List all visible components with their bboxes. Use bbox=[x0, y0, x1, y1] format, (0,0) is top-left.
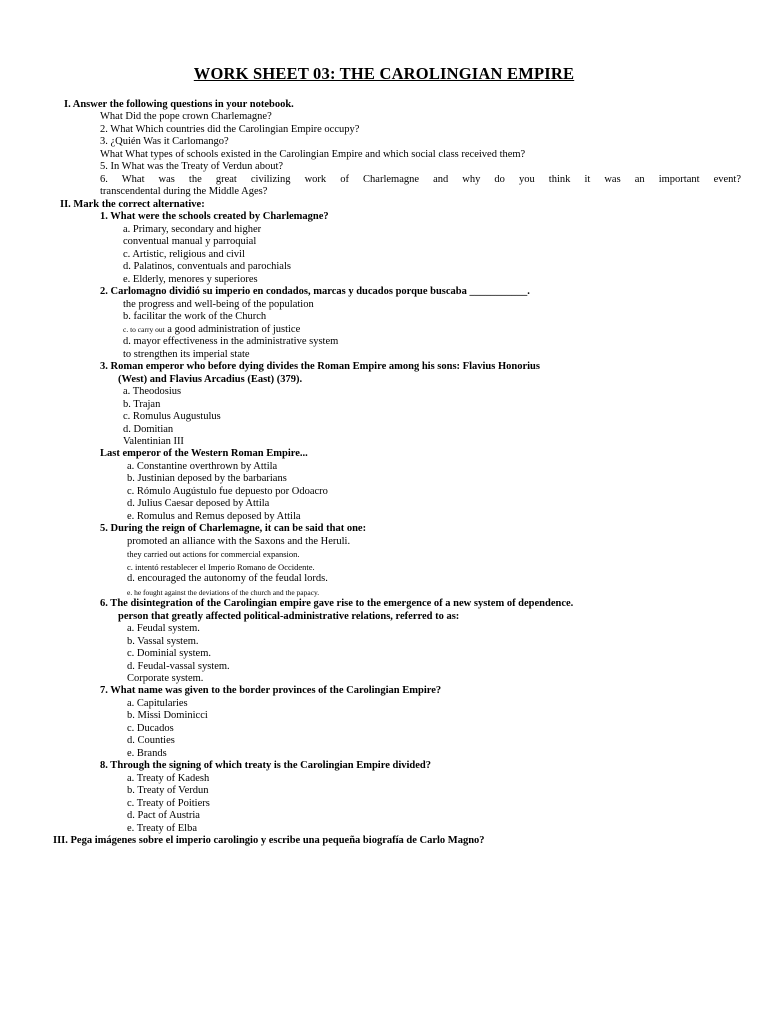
answer-option: conventual manual y parroquial bbox=[123, 236, 257, 247]
answer-option: e. Romulus and Remus deposed by Attila bbox=[127, 511, 301, 522]
answer-option bbox=[123, 324, 300, 337]
section-1-question: 2. What Which countries did the Carolingian Empire occupy? bbox=[100, 124, 360, 135]
answer-option: e. Treaty of Elba bbox=[127, 823, 197, 834]
section-2-heading: II. Mark the correct alternative: bbox=[60, 199, 205, 210]
page-title: WORK SHEET 03: THE CAROLINGIAN EMPIRE bbox=[193, 64, 575, 83]
answer-option: c. Artistic, religious and civil bbox=[123, 249, 245, 260]
question-heading: 3. Roman emperor who before dying divides the Roman Empire among his sons: Flavius Honorius bbox=[100, 361, 540, 372]
answer-option: d. Domitian bbox=[123, 424, 174, 435]
answer-option: d. mayor effectiveness in the administrative system bbox=[123, 336, 339, 347]
answer-option-prefix: c. to carry out bbox=[123, 325, 165, 334]
answer-option: c. Rómulo Augústulo fue depuesto por Odoacro bbox=[127, 486, 328, 497]
answer-option: d. encouraged the autonomy of the feudal lords. bbox=[127, 573, 328, 584]
answer-option: b. facilitar the work of the Church bbox=[123, 311, 267, 322]
answer-option: to strengthen its imperial state bbox=[123, 349, 250, 360]
answer-option: e. Brands bbox=[127, 748, 167, 759]
section-1-question: 3. ¿Quién Was it Carlomango? bbox=[100, 136, 229, 147]
answer-option: a. Capitularies bbox=[127, 698, 188, 709]
question-heading: 1. What were the schools created by Charlemagne? bbox=[100, 211, 329, 222]
answer-option: a. Theodosius bbox=[123, 386, 182, 397]
section-1-question: 6. What was the great civilizing work of Charlemagne and why do you think it was an important event? bbox=[100, 174, 741, 185]
answer-option: e. he fought against the deviations of the church and the papacy. bbox=[127, 588, 320, 597]
answer-option: b. Trajan bbox=[123, 399, 161, 410]
answer-option: a. Constantine overthrown by Attila bbox=[127, 461, 278, 472]
answer-option: c. Dominial system. bbox=[127, 648, 211, 659]
answer-option: d. Pact of Austria bbox=[127, 810, 200, 821]
answer-option: d. Counties bbox=[127, 735, 175, 746]
question-heading: 5. During the reign of Charlemagne, it can be said that one: bbox=[100, 523, 367, 534]
answer-option: e. Elderly, menores y superiores bbox=[123, 274, 258, 285]
answer-option: Corporate system. bbox=[127, 673, 204, 684]
answer-option: c. Treaty of Poitiers bbox=[127, 798, 210, 809]
question-heading-continued: person that greatly affected political-administrative relations, referred to as: bbox=[118, 611, 460, 622]
answer-option-text: a good administration of justice bbox=[164, 324, 301, 335]
answer-option: a. Treaty of Kadesh bbox=[127, 773, 210, 784]
answer-option: b. Treaty of Verdun bbox=[127, 785, 209, 796]
answer-option: Valentinian III bbox=[123, 436, 184, 447]
question-heading: 8. Through the signing of which treaty is the Carolingian Empire divided? bbox=[100, 760, 431, 771]
question-heading: 7. What name was given to the border provinces of the Carolingian Empire? bbox=[100, 685, 442, 696]
section-1-question: 5. In What was the Treaty of Verdun about? bbox=[100, 161, 284, 172]
answer-option: they carried out actions for commercial expansion. bbox=[127, 549, 300, 559]
section-1-question: What What types of schools existed in the Carolingian Empire and which social class received them? bbox=[100, 149, 526, 160]
answer-option: c. Ducados bbox=[127, 723, 174, 734]
answer-option: promoted an alliance with the Saxons and the Heruli. bbox=[127, 536, 351, 547]
answer-option: a. Primary, secondary and higher bbox=[123, 224, 262, 235]
answer-option: c. intentó restablecer el Imperio Romano de Occidente. bbox=[127, 562, 315, 572]
question-heading: 2. Carlomagno dividió su imperio en condados, marcas y ducados porque buscaba ___________. bbox=[100, 286, 530, 297]
answer-option: d. Feudal-vassal system. bbox=[127, 661, 230, 672]
answer-option: b. Vassal system. bbox=[127, 636, 199, 647]
section-1-heading: I. Answer the following questions in your notebook. bbox=[64, 99, 294, 110]
section-3-heading: III. Pega imágenes sobre el imperio carolingio y escribe una pequeña biografía de Carlo Magno? bbox=[53, 835, 485, 846]
question-heading-continued: (West) and Flavius Arcadius (East) (379). bbox=[118, 374, 303, 385]
answer-option: d. Palatinos, conventuals and parochials bbox=[123, 261, 291, 272]
question-heading: 6. The disintegration of the Carolingian empire gave rise to the emergence of a new system of dependence. bbox=[100, 598, 574, 609]
answer-option: c. Romulus Augustulus bbox=[123, 411, 221, 422]
question-heading: Last emperor of the Western Roman Empire... bbox=[100, 448, 308, 459]
answer-option: the progress and well-being of the population bbox=[123, 299, 314, 310]
answer-option: d. Julius Caesar deposed by Attila bbox=[127, 498, 270, 509]
answer-option: a. Feudal system. bbox=[127, 623, 200, 634]
section-1-question-continued: transcendental during the Middle Ages? bbox=[100, 186, 268, 197]
section-1-question: What Did the pope crown Charlemagne? bbox=[100, 111, 272, 122]
answer-option: b. Justinian deposed by the barbarians bbox=[127, 473, 287, 484]
answer-option: b. Missi Dominicci bbox=[127, 710, 208, 721]
